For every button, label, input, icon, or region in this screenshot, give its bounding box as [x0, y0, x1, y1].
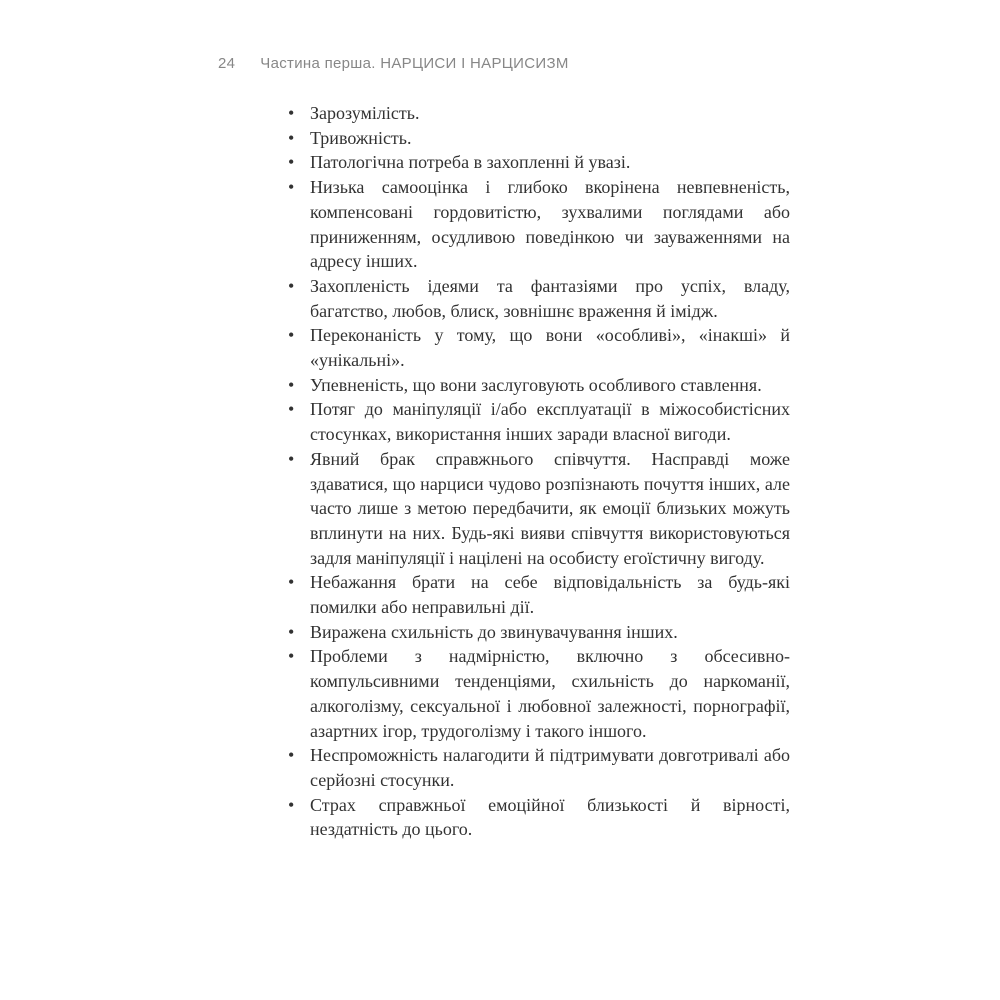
bullet-icon: • [288, 621, 295, 642]
bullet-icon: • [288, 399, 295, 420]
running-head: Частина перша. НАРЦИСИ І НАРЦИСИЗМ [260, 55, 569, 72]
bullet-icon: • [288, 103, 295, 123]
traits-list [287, 101, 790, 842]
list-item [288, 323, 790, 372]
list-item-text: Тривожність. [310, 127, 412, 148]
list-item [288, 743, 790, 792]
bullet-icon: • [288, 572, 295, 593]
list-item-text: Потяг до маніпуляції і/або експлуатації в міжособистісних стосунках, використання інших заради власної вигоди. [310, 399, 790, 445]
list-item [288, 373, 790, 398]
list-item-text: Явний брак справжнього співчуття. Насправді може здаватися, що нарциси чудово розпізнають почуття інших, але часто лише з метою передбачити, як емоції близьких можуть вплинути на них. Будь-які вияви співчуття використовуються задля маніпуляції і націлені на особисту егоїстичну вигоду. [310, 448, 790, 568]
list-item-text: Переконаність у тому, що вони «особливі», «інакші» й «унікальні». [310, 325, 790, 371]
list-item-text: Патологічна потреба в захопленні й увазі. [310, 152, 631, 173]
bullet-icon: • [288, 275, 295, 296]
list-item [288, 274, 790, 323]
bullet-icon: • [288, 448, 295, 469]
bullet-icon: • [288, 745, 295, 766]
list-item-text: Захопленість ідеями та фантазіями про успіх, владу, багатство, любов, блиск, зовнішнє враження й імідж. [310, 275, 790, 321]
bullet-icon: • [288, 127, 295, 148]
page-header [218, 55, 569, 73]
list-item [288, 570, 790, 619]
page-number: 24 [218, 55, 236, 72]
list-item [288, 793, 790, 842]
bullet-icon: • [288, 325, 295, 346]
bullet-icon: • [288, 794, 295, 815]
list-item-text: Проблеми з надмірністю, включно з обсесивно-компульсивними тенденціями, схильність до наркоманії, алкоголізму, сексуальної і любовної залежності, порнографії, азартних ігор, трудоголізму і такого іншого. [310, 646, 790, 741]
list-item [288, 150, 790, 175]
bullet-icon: • [288, 152, 295, 173]
list-item-text: Неспроможність налагодити й підтримувати довготривалі або серйозні стосунки. [310, 745, 790, 790]
list-item-text: Зарозумілість. [310, 103, 420, 123]
bullet-icon: • [288, 646, 295, 667]
bullet-icon: • [288, 177, 295, 198]
list-item-text: Страх справжньої емоційної близькості й вірності, нездатність до цього. [310, 794, 790, 840]
list-item [288, 620, 790, 645]
list-item [288, 126, 790, 151]
list-item-text: Виражена схильність до звинувачування інших. [310, 621, 678, 642]
list-item [288, 397, 790, 446]
list-item [288, 175, 790, 274]
list-item [288, 101, 790, 126]
list-item-text: Упевненість, що вони заслуговують особливого ставлення. [310, 374, 762, 395]
list-item [288, 644, 790, 743]
list-item [288, 447, 790, 571]
list-item-text: Небажання брати на себе відповідальність за будь-які помилки або неправильні дії. [310, 572, 790, 618]
bullet-icon: • [288, 374, 295, 395]
list-item-text: Низька самооцінка і глибоко вкорінена невпевненість, компенсовані гордовитістю, зухвалими поглядами або приниженням, осудливою поведінкою чи зауваженнями на адресу інших. [310, 177, 790, 272]
